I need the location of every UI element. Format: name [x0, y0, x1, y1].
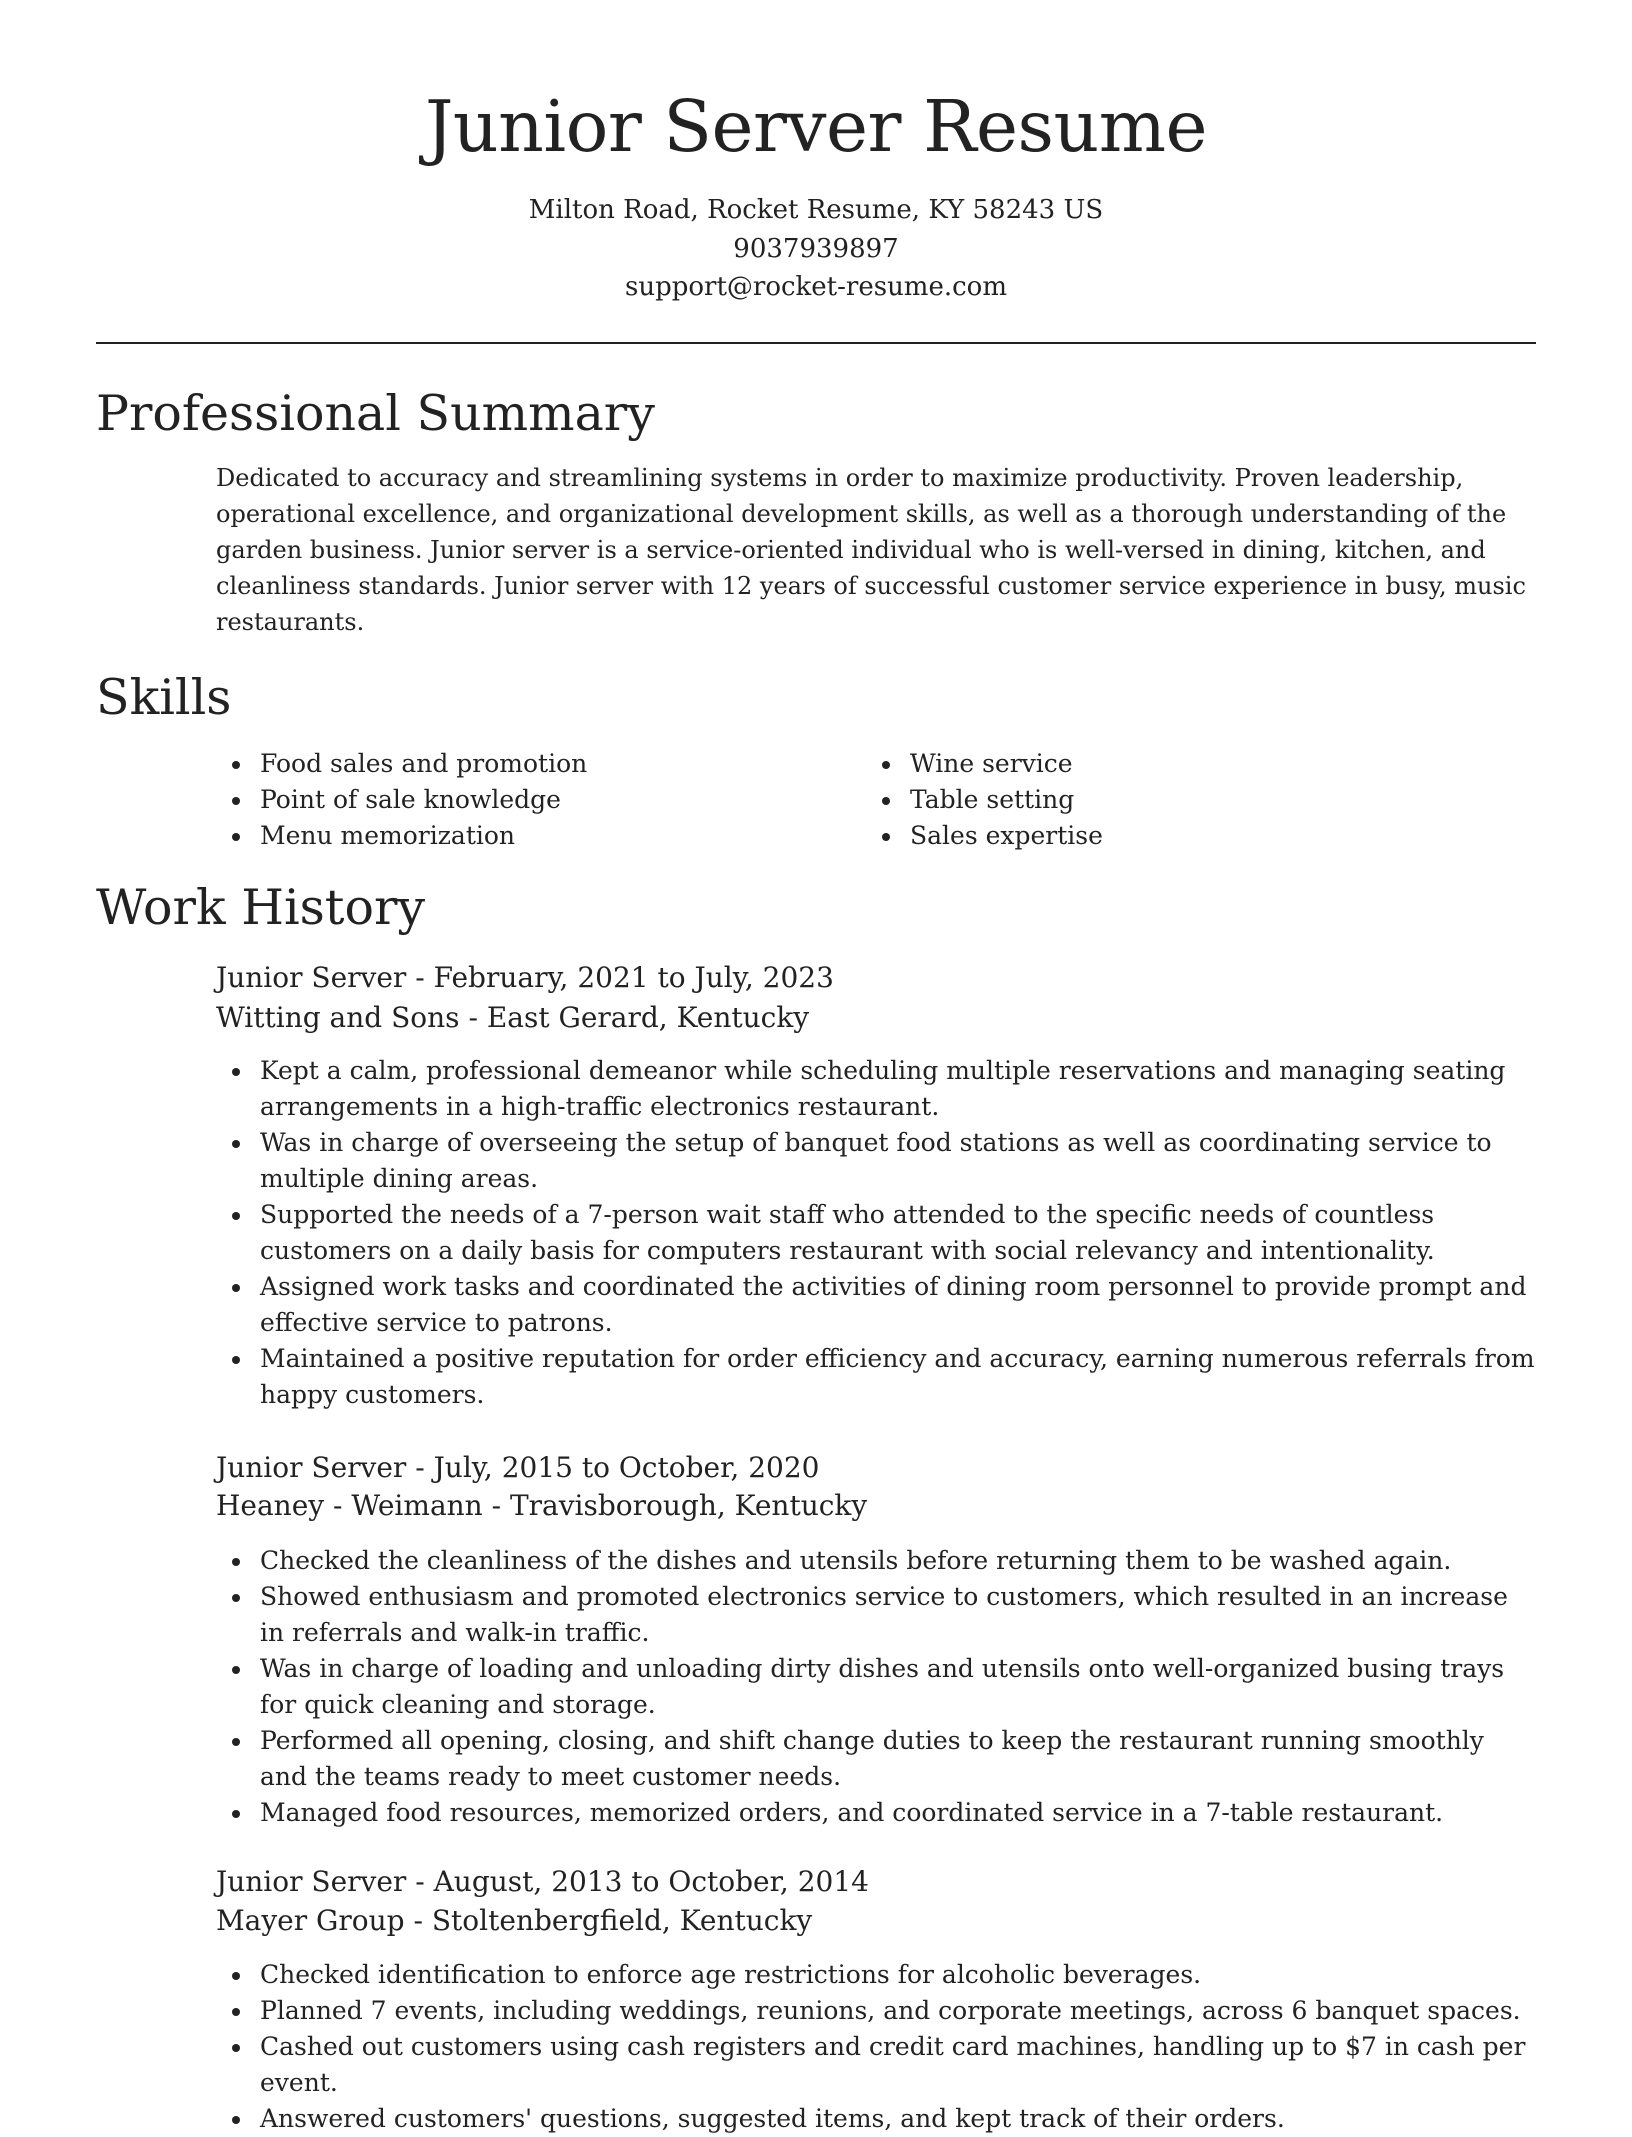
job-dates: - July, 2015 to October, 2020: [406, 1451, 820, 1484]
job-role: Junior Server: [216, 961, 407, 994]
skills-heading: Skills: [96, 669, 232, 726]
job-bullets: [260, 1543, 1536, 1831]
job-bullet: Was in charge of loading and unloading dirty dishes and utensils onto well-organized busing trays for quick cleaning and storage.: [260, 1651, 1536, 1723]
resume-title: Junior Server Resume: [424, 85, 1208, 168]
job-bullet: Performed all opening, closing, and shift change duties to keep the restaurant running smoothly and the teams ready to meet customer needs.: [260, 1723, 1536, 1795]
skill-item: Food sales and promotion: [260, 746, 860, 782]
job-title-line: [216, 1449, 819, 1487]
job-role: Junior Server: [216, 1865, 407, 1898]
job-bullets: [260, 1053, 1536, 1413]
job-bullet: Kept a calm, professional demeanor while scheduling multiple reservations and managing seating arrangements in a high-traffic electronics restaurant.: [260, 1053, 1536, 1125]
job-location: - East Gerard, Kentucky: [459, 1001, 810, 1034]
skills-list-right: [910, 746, 1510, 854]
job-location: - Stoltenbergfield, Kentucky: [404, 1904, 813, 1937]
job-dates: - August, 2013 to October, 2014: [406, 1865, 869, 1898]
job-company-line: [216, 999, 809, 1037]
job-bullet: Checked identification to enforce age restrictions for alcoholic beverages.: [260, 1957, 1536, 1993]
job-company-line: [216, 1487, 867, 1525]
job-location: - Travisborough, Kentucky: [482, 1489, 868, 1522]
summary-heading: Professional Summary: [96, 385, 655, 442]
header-divider: [96, 342, 1536, 344]
skill-item: Wine service: [910, 746, 1510, 782]
job-bullet: Managed food resources, memorized orders, and coordinated service in a 7-table restaurant.: [260, 1795, 1536, 1831]
skill-item: Point of sale knowledge: [260, 782, 860, 818]
job-dates: - February, 2021 to July, 2023: [406, 961, 834, 994]
job-bullets: [260, 1957, 1536, 2137]
skill-item: Sales expertise: [910, 818, 1510, 854]
contact-address: Milton Road, Rocket Resume, KY 58243 US: [528, 195, 1104, 225]
job-company-line: [216, 1902, 812, 1940]
contact-email: support@rocket-resume.com: [624, 272, 1007, 302]
job-company: Heaney - Weimann: [216, 1489, 483, 1522]
job-bullet: Was in charge of overseeing the setup of banquet food stations as well as coordinating service to multiple dining areas.: [260, 1125, 1536, 1197]
contact-phone: 9037939897: [733, 234, 899, 264]
work-history-heading: Work History: [96, 879, 426, 936]
summary-text: Dedicated to accuracy and streamlining systems in order to maximize productivity. Proven leadership, operational excellence, and organizational development skills, as well as a thorough understanding of the garden business. Junior server is a service-oriented individual who is well-versed in dining, kitchen, and cleanliness standards. Junior server with 12 years of successful customer service experience in busy, music restaurants.: [216, 464, 1526, 636]
job-company: Witting and Sons: [216, 1001, 460, 1034]
job-role: Junior Server: [216, 1451, 407, 1484]
job-bullet: Maintained a positive reputation for order efficiency and accuracy, earning numerous referrals from happy customers.: [260, 1341, 1536, 1413]
job-bullet: Supported the needs of a 7-person wait staff who attended to the specific needs of countless customers on a daily basis for computers restaurant with social relevancy and intentionality.: [260, 1197, 1536, 1269]
skill-item: Table setting: [910, 782, 1510, 818]
job-company: Mayer Group: [216, 1904, 405, 1937]
job-bullet: Checked the cleanliness of the dishes and utensils before returning them to be washed again.: [260, 1543, 1536, 1579]
job-bullet: Planned 7 events, including weddings, reunions, and corporate meetings, across 6 banquet spaces.: [260, 1993, 1536, 2029]
job-bullet: Cashed out customers using cash registers and credit card machines, handling up to $7 in cash per event.: [260, 2029, 1536, 2101]
skills-list-left: [260, 746, 860, 854]
job-bullet: Assigned work tasks and coordinated the activities of dining room personnel to provide prompt and effective service to patrons.: [260, 1269, 1536, 1341]
job-bullet: Showed enthusiasm and promoted electronics service to customers, which resulted in an increase in referrals and walk-in traffic.: [260, 1579, 1536, 1651]
job-bullet: Answered customers' questions, suggested items, and kept track of their orders.: [260, 2101, 1536, 2137]
job-title-line: [216, 959, 834, 997]
job-title-line: [216, 1863, 869, 1901]
skill-item: Menu memorization: [260, 818, 860, 854]
